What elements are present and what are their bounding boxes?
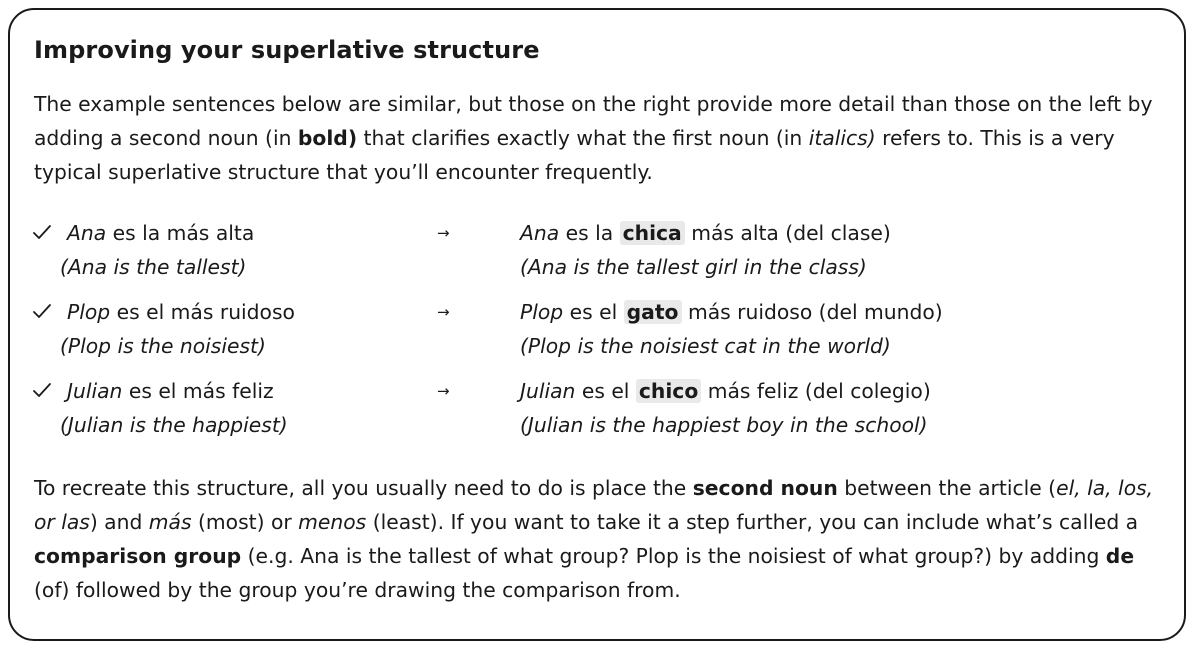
detailed-post: más feliz (del colegio) bbox=[701, 379, 931, 403]
basic-rest: es la más alta bbox=[106, 221, 255, 245]
basic-rest: es el más feliz bbox=[122, 379, 274, 403]
subject: Ana bbox=[520, 221, 560, 245]
subject: Ana bbox=[67, 221, 107, 245]
page-title: Improving your superlative structure bbox=[34, 36, 540, 64]
subject: Plop bbox=[67, 300, 111, 324]
outro-text-6: (e.g. Ana is the tallest of what group? Plop is the noisiest of what group?) by adding bbox=[241, 544, 1106, 568]
detailed-post: más alta (del clase) bbox=[684, 221, 891, 245]
basic-translation: (Ana is the tallest) bbox=[60, 255, 247, 279]
examples-list bbox=[0, 216, 1200, 446]
second-noun-highlight: gato bbox=[624, 300, 682, 324]
intro-text-3: refers to. This is a very typical superlative structure that you’ll encounter frequently. bbox=[34, 126, 1115, 184]
arrow-right-icon: → bbox=[437, 303, 450, 321]
detailed-sentence bbox=[520, 374, 931, 408]
outro-text-4: (most) or bbox=[191, 510, 299, 534]
detailed-sentence bbox=[520, 295, 943, 329]
outro-bold-de: de bbox=[1105, 544, 1135, 568]
second-noun-highlight: chico bbox=[636, 379, 701, 403]
example-row bbox=[0, 216, 1200, 286]
outro-text-3: ) and bbox=[89, 510, 149, 534]
outro-text-5: (least). If you want to take it a step further, you can include what’s called a bbox=[366, 510, 1139, 534]
outro-italic-menos: menos bbox=[298, 510, 367, 534]
basic-sentence bbox=[67, 216, 254, 250]
outro-paragraph bbox=[34, 471, 1164, 607]
checkmark-icon bbox=[32, 301, 52, 321]
detailed-pre: es el bbox=[563, 300, 624, 324]
outro-bold-second-noun: second noun bbox=[692, 476, 838, 500]
outro-bold-comparison-group: comparison group bbox=[34, 544, 242, 568]
basic-sentence bbox=[67, 295, 295, 329]
second-noun-highlight: chica bbox=[620, 221, 685, 245]
example-row bbox=[0, 295, 1200, 365]
intro-italic-word: italics) bbox=[808, 126, 876, 150]
arrow-right-icon: → bbox=[437, 224, 450, 242]
outro-italic-articles: el, la, los, or las bbox=[34, 476, 1154, 534]
checkmark-icon bbox=[32, 222, 52, 242]
arrow-right-icon: → bbox=[437, 382, 450, 400]
intro-paragraph bbox=[34, 87, 1164, 189]
detailed-pre: es la bbox=[559, 221, 620, 245]
basic-rest: es el más ruidoso bbox=[110, 300, 295, 324]
checkmark-icon bbox=[32, 380, 52, 400]
example-row bbox=[0, 374, 1200, 444]
intro-bold-word: bold) bbox=[297, 126, 358, 150]
detailed-translation: (Plop is the noisiest cat in the world) bbox=[520, 334, 891, 358]
intro-text-1: The example sentences below are similar, but those on the right provide more detail than those on the left by adding a second noun (in bbox=[34, 92, 1153, 150]
outro-italic-mas: más bbox=[148, 510, 192, 534]
outro-text-2: between the article ( bbox=[837, 476, 1057, 500]
basic-sentence bbox=[67, 374, 274, 408]
detailed-sentence bbox=[520, 216, 891, 250]
subject: Plop bbox=[520, 300, 564, 324]
intro-text-2: that clarifies exactly what the first noun (in bbox=[357, 126, 809, 150]
detailed-translation: (Julian is the happiest boy in the school) bbox=[520, 413, 928, 437]
detailed-pre: es el bbox=[575, 379, 636, 403]
detailed-post: más ruidoso (del mundo) bbox=[681, 300, 943, 324]
basic-translation: (Plop is the noisiest) bbox=[60, 334, 266, 358]
subject: Julian bbox=[520, 379, 576, 403]
detailed-translation: (Ana is the tallest girl in the class) bbox=[520, 255, 867, 279]
outro-text-7: (of) followed by the group you’re drawing the comparison from. bbox=[34, 578, 681, 602]
subject: Julian bbox=[67, 379, 123, 403]
outro-text-1: To recreate this structure, all you usually need to do is place the bbox=[34, 476, 693, 500]
basic-translation: (Julian is the happiest) bbox=[60, 413, 288, 437]
